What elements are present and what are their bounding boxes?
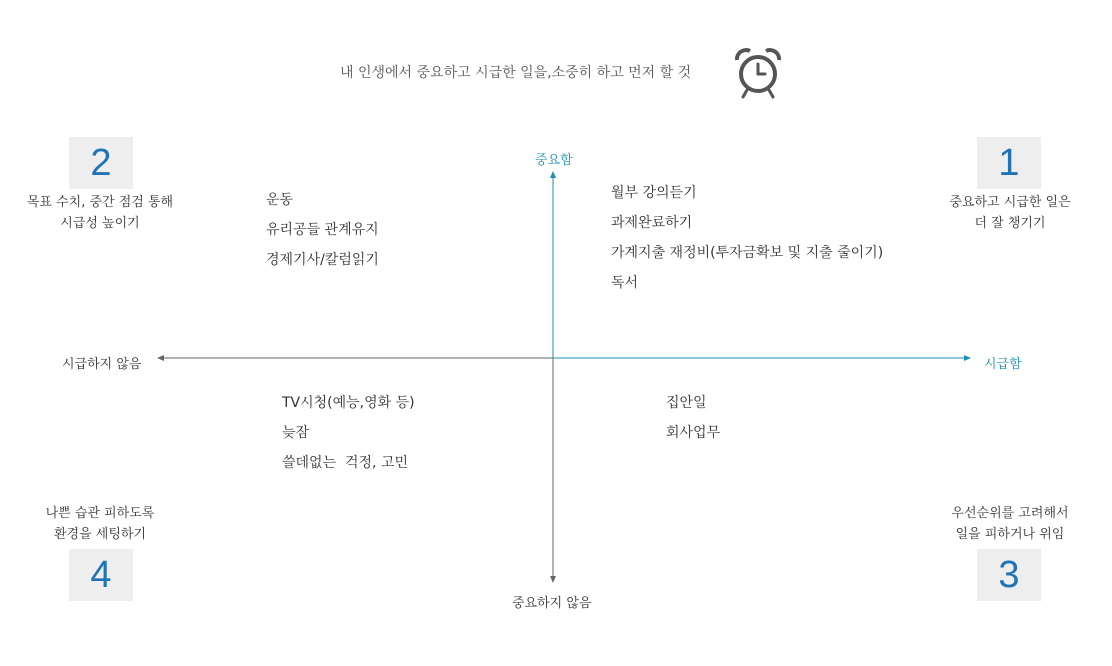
list-item: 월부 강의듣기 bbox=[611, 185, 697, 201]
quadrant-1-note bbox=[925, 192, 1095, 234]
quadrant-4-list bbox=[282, 388, 415, 478]
quadrant-3-number: 3 bbox=[977, 549, 1041, 601]
quadrant-4-number: 4 bbox=[69, 549, 133, 601]
list-item: 회사업무 bbox=[666, 425, 721, 441]
quadrant-1-number: 1 bbox=[977, 137, 1041, 189]
axis-label-not-important: 중요하지 않음 bbox=[512, 596, 592, 611]
quadrant-3-note-line2: 일을 피하거나 위임 bbox=[955, 527, 1065, 542]
list-item: 과제완료하기 bbox=[611, 215, 693, 231]
list-item: 운동 bbox=[266, 192, 294, 208]
quadrant-3-note bbox=[920, 503, 1100, 545]
list-item: 늦잠 bbox=[282, 425, 310, 441]
list-item: 경제기사/칼럼읽기 bbox=[266, 252, 379, 268]
quadrant-3-note-line1: 우선순위를 고려해서 bbox=[951, 506, 1069, 521]
quadrant-2-list bbox=[266, 185, 379, 275]
quadrant-1-list bbox=[611, 178, 883, 298]
quadrant-2-number: 2 bbox=[69, 137, 133, 189]
list-item: TV시청(예능,영화 등) bbox=[282, 395, 415, 411]
page-title: 내 인생에서 중요하고 시급한 일을,소중히 하고 먼저 할 것 bbox=[340, 65, 692, 81]
quadrant-2-note-line1: 목표 수치, 중간 점검 통해 bbox=[26, 195, 174, 210]
quadrant-1-note-line1: 중요하고 시급한 일은 bbox=[949, 195, 1071, 210]
quadrant-4-note-line1: 나쁜 습관 피하도록 bbox=[45, 506, 155, 521]
quadrant-1-note-line2: 더 잘 챙기기 bbox=[974, 216, 1046, 231]
quadrant-3-list bbox=[666, 388, 720, 448]
list-item: 집안일 bbox=[666, 395, 707, 411]
quadrant-2-note-line2: 시급성 높이기 bbox=[60, 216, 140, 231]
axis-label-not-urgent: 시급하지 않음 bbox=[62, 357, 142, 372]
list-item: 독서 bbox=[611, 275, 639, 291]
quadrant-4-note bbox=[15, 503, 185, 545]
axis-label-important: 중요함 bbox=[535, 153, 573, 168]
list-item: 유리공들 관계유지 bbox=[266, 222, 379, 238]
list-item: 가계지출 재정비(투자금확보 및 지출 줄이기) bbox=[611, 245, 884, 261]
quadrant-4-note-line2: 환경을 세팅하기 bbox=[53, 527, 147, 542]
list-item: 쓸데없는 걱정, 고민 bbox=[282, 455, 408, 471]
quadrant-2-note bbox=[10, 192, 190, 234]
axis-label-urgent: 시급함 bbox=[984, 357, 1022, 372]
